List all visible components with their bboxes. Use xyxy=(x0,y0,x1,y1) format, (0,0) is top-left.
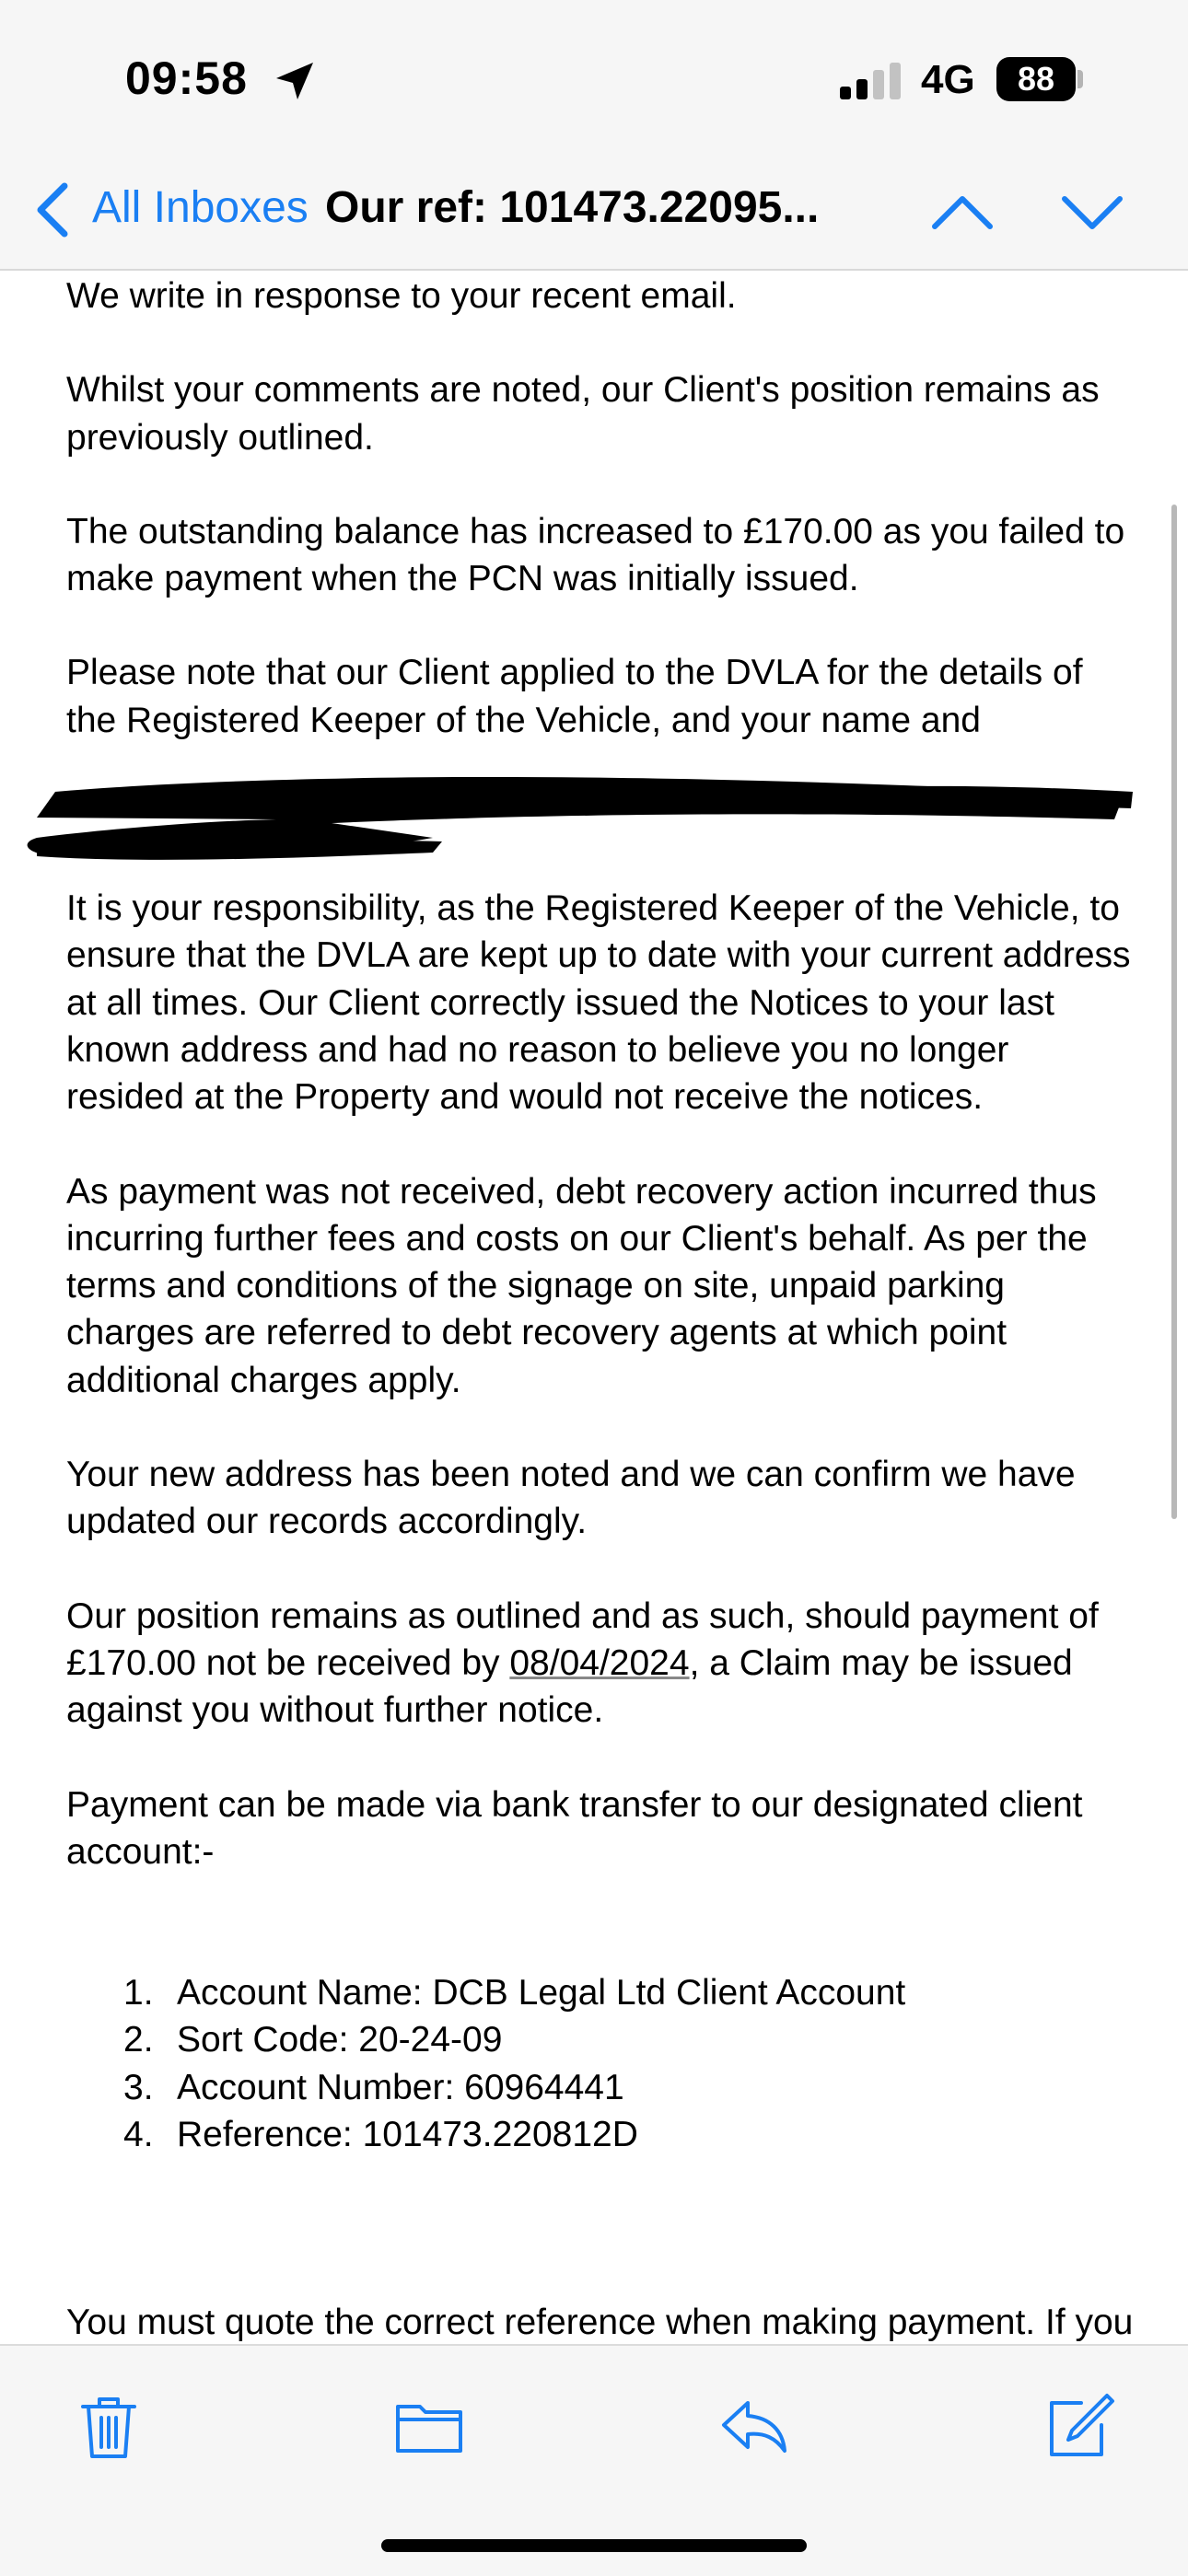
back-to-all-inboxes-button[interactable]: All Inboxes xyxy=(92,183,309,232)
chevron-up-icon[interactable] xyxy=(926,186,999,238)
paragraph-payment-intro: Payment can be made via bank transfer to our designated client account:- xyxy=(66,1784,1083,1872)
home-indicator[interactable] xyxy=(381,2539,807,2552)
sort-code: Sort Code: 20-24-09 xyxy=(177,2020,503,2060)
paragraph-dvla xyxy=(66,649,1135,744)
list-number: 1. xyxy=(123,1973,154,2013)
paragraph-responsibility: It is your responsibility, as the Registered Keeper of the Vehicle, to ensure that the DVLA are kept up to date with your current address at all times. Our Client correctly issued the Notices to your last known address and had no reason to believe you no longer resided at the Property and would not receive the notices. xyxy=(66,888,1131,1118)
list-item xyxy=(66,1969,1135,2016)
compose-icon[interactable] xyxy=(1041,2390,1114,2464)
trash-icon[interactable] xyxy=(72,2390,146,2464)
account-number: Account Number: 60964441 xyxy=(177,2067,624,2107)
reply-icon[interactable] xyxy=(716,2390,790,2464)
list-item xyxy=(66,2111,1135,2158)
list-number: 3. xyxy=(123,2067,154,2107)
paragraph-new-address: Your new address has been noted and we can confirm we have updated our records accordingly. xyxy=(66,1455,1076,1542)
account-name: Account Name: DCB Legal Ltd Client Account xyxy=(177,1973,906,2013)
chevron-down-icon[interactable] xyxy=(1055,186,1129,238)
paragraph-dvla-text: Please note that our Client applied to the DVLA for the details of the Registered Keeper of the Vehicle, and your name and xyxy=(66,653,1083,740)
scrollbar[interactable] xyxy=(1171,505,1177,1519)
paragraph-closing: You must quote the correct reference when making payment. If you xyxy=(66,2303,1134,2343)
status-time: 09:58 xyxy=(125,52,248,104)
account-details-list xyxy=(66,1969,1135,2158)
list-number: 2. xyxy=(123,2020,154,2060)
battery-nub xyxy=(1077,70,1083,88)
claim-text-before: Our position remains as outlined and as such, should payment of £170.00 not be received by xyxy=(66,1595,1099,1683)
list-item xyxy=(66,2016,1135,2063)
payment-reference: Reference: 101473.220812D xyxy=(177,2115,638,2155)
location-arrow-icon xyxy=(273,59,317,103)
email-body xyxy=(66,273,1135,2344)
paragraph-debt-recovery: As payment was not received, debt recovery action incurred thus incurring further fees and costs on our Client's behalf. As per the terms and conditions of the signage on site, unpaid parking charges are referred to debt recovery agents at which point additional charges apply. xyxy=(66,1171,1097,1400)
claim-text-after: , a Claim may be issued against you without further notice. xyxy=(66,1642,1073,1731)
battery-level: 88 xyxy=(996,57,1076,101)
network-type: 4G xyxy=(921,57,975,102)
paragraph-claim xyxy=(66,1593,1135,1735)
claim-date-link[interactable]: 08/04/2024 xyxy=(509,1642,690,1683)
nav-bar xyxy=(0,157,1188,271)
paragraph-intro: We write in response to your recent email. xyxy=(66,276,737,316)
paragraph-balance: The outstanding balance has increased to £170.00 as you failed to make payment when the PCN was initially issued. xyxy=(66,511,1125,599)
paragraph-position: Whilst your comments are noted, our Client's position remains as previously outlined. xyxy=(66,370,1100,458)
cellular-signal-icon xyxy=(840,63,906,99)
chevron-left-icon[interactable] xyxy=(31,180,74,239)
battery-icon xyxy=(996,57,1079,101)
folder-icon[interactable] xyxy=(392,2390,466,2464)
status-bar xyxy=(0,0,1188,157)
list-number: 4. xyxy=(123,2115,154,2155)
email-subject-title: Our ref: 101473.22095... xyxy=(325,183,820,232)
list-item xyxy=(66,2064,1135,2111)
